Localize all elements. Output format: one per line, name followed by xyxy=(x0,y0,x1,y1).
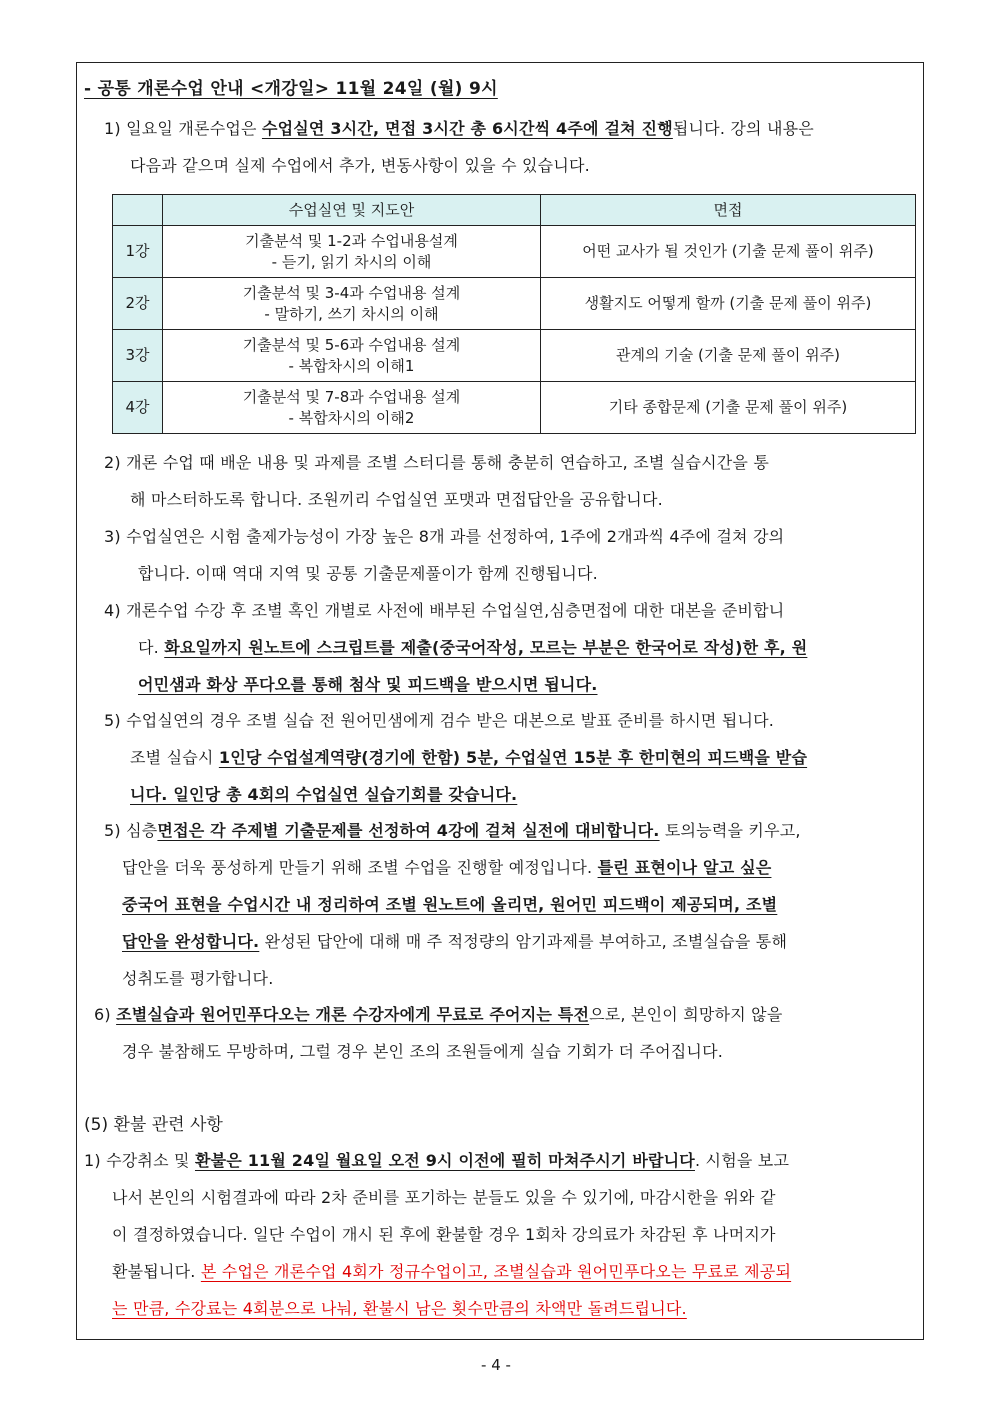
table-row xyxy=(113,382,916,434)
key-phrase: 틀린 표현이나 알고 싶은 xyxy=(597,858,772,877)
section-refund-title: (5) 환불 관련 사항 xyxy=(84,1115,223,1135)
item-1-line-1: 1) 일요일 개론수업은 수업실연 3시간, 면접 3시간 총 6시간씩 4주에 걸쳐 진행됩니다. 강의 내용은 xyxy=(104,119,814,138)
key-phrase: 환불은 11월 24일 월요일 오전 9시 이전에 필히 마쳐주시기 바랍니다 xyxy=(194,1151,695,1170)
demo-cell: 기출분석 및 7-8과 수업내용 설계 - 복합차시의 이해2 xyxy=(163,382,541,434)
key-phrase: 화요일까지 원노트에 스크립트를 제출(중국어작성, 모르는 부분은 한국어로 작성)한 후, 원 xyxy=(164,638,808,657)
table-row xyxy=(113,226,916,278)
item-1-line-2: 다음과 같으며 실제 수업에서 추가, 변동사항이 있을 수 있습니다. xyxy=(130,156,590,175)
lecture-number: 2강 xyxy=(113,278,163,330)
refund-item-1: 1) 수강취소 및 환불은 11월 24일 월요일 오전 9시 이전에 필히 마쳐주시기 바랍니다. 시험을 보고 나서 본인의 시험결과에 따라 2차 준비를 포기하는 분들도 있을 수 있기에, 마감시한을 위와 같 이 결정하였습니다. 일단 수업이 개시 된 후에 환불할 경우 1회차 강의료가 차감된 후 나머지가 환불됩니다. 본 수업은 개론수업 4회가 정규수업이고, 조별실습과 원어민푸다오는 무료로 제공되 는 만큼, 수강료는 4회분으로 나눠, 환불시 남은 횟수만큼의 차액만 돌려드립니다. xyxy=(84,1151,792,1318)
key-phrase: 중국어 표현을 수업시간 내 정리하여 조별 원노트에 올리면, 원어민 피드백이 제공되며, 조별 xyxy=(122,895,778,914)
interview-cell: 관계의 기술 (기출 문제 풀이 위주) xyxy=(541,330,916,382)
item-3: 3) 수업실연은 시험 출제가능성이 가장 높은 8개 과를 선정하여, 1주에 2개과씩 4주에 걸쳐 강의 합니다. 이때 역대 지역 및 공통 기출문제풀이가 함께 진행됩니다. xyxy=(104,527,785,583)
item-5: 5) 수업실연의 경우 조별 실습 전 원어민샘에게 검수 받은 대본으로 발표 준비를 하시면 됩니다. 조별 실습시 1인당 수업설계역량(경기에 한함) 5분, 수업실연 15분 후 한미현의 피드백을 받습 니다. 일인당 총 4회의 수업실연 실습기회를 갖습니다. xyxy=(104,711,808,804)
table-row xyxy=(113,278,916,330)
demo-cell: 기출분석 및 3-4과 수업내용 설계 - 말하기, 쓰기 차시의 이해 xyxy=(163,278,541,330)
item-6: 5) 심층면접은 각 주제별 기출문제를 선정하여 4강에 걸쳐 실전에 대비합니다. 토의능력을 키우고, 답안을 더욱 풍성하게 만들기 위해 조별 수업을 진행할 예정입니다. 틀린 표현이나 알고 싶은 중국어 표현을 수업시간 내 정리하여 조별 원노트에 올리면, 원어민 피드백이 제공되며, 조별 답안을 완성합니다. 완성된 답안에 대해 매 주 적정량의 암기과제를 부여하고, 조별실습을 통해 성취도를 평가합니다. xyxy=(104,821,801,988)
interview-cell: 어떤 교사가 될 것인가 (기출 문제 풀이 위주) xyxy=(541,226,916,278)
red-notice: 는 만큼, 수강료는 4회분으로 나눠, 환불시 남은 횟수만큼의 차액만 돌려드립니다. xyxy=(112,1299,687,1318)
page-number: - 4 - xyxy=(481,1356,511,1374)
lecture-table xyxy=(112,194,916,434)
demo-cell: 기출분석 및 5-6과 수업내용 설계 - 복합차시의 이해1 xyxy=(163,330,541,382)
item-1 xyxy=(104,110,916,184)
key-phrase: 1인당 수업설계역량(경기에 한함) 5분, 수업실연 15분 후 한미현의 피드백을 받습 xyxy=(218,748,808,767)
key-phrase: 면접은 각 주제별 기출문제를 선정하여 4강에 걸쳐 실전에 대비합니다. xyxy=(157,821,660,840)
table-header-row xyxy=(113,195,916,226)
key-phrase: 조별실습과 원어민푸다오는 개론 수강자에게 무료로 주어지는 특전 xyxy=(116,1005,590,1024)
key-phrase: 어민샘과 화상 푸다오를 통해 첨삭 및 피드백을 받으시면 됩니다. xyxy=(138,675,598,694)
table-row xyxy=(113,330,916,382)
red-notice: 본 수업은 개론수업 4회가 정규수업이고, 조별실습과 원어민푸다오는 무료로 제공되 xyxy=(200,1262,792,1281)
interview-cell: 기타 종합문제 (기출 문제 풀이 위주) xyxy=(541,382,916,434)
table-header-interview: 면접 xyxy=(541,195,916,226)
item-6b: 6) 조별실습과 원어민푸다오는 개론 수강자에게 무료로 주어지는 특전으로, 본인이 희망하지 않을 경우 불참해도 무방하며, 그럴 경우 본인 조의 조원들에게 실습 기회가 더 주어집니다. xyxy=(94,1005,783,1061)
notice-heading: - 공통 개론수업 안내 <개강일> 11월 24일 (월) 9시 xyxy=(84,79,498,99)
lecture-number: 3강 xyxy=(113,330,163,382)
lecture-number: 4강 xyxy=(113,382,163,434)
key-phrase: 수업실연 3시간, 면접 3시간 총 6시간씩 4주에 걸쳐 진행 xyxy=(261,119,673,138)
item-2: 2) 개론 수업 때 배운 내용 및 과제를 조별 스터디를 통해 충분히 연습하고, 조별 실습시간을 통 해 마스터하도록 합니다. 조원끼리 수업실연 포맷과 면접답안을 공유합니다. xyxy=(104,453,770,509)
key-phrase: 답안을 완성합니다. xyxy=(122,932,260,951)
lecture-number: 1강 xyxy=(113,226,163,278)
key-phrase: 니다. 일인당 총 4회의 수업실연 실습기회를 갖습니다. xyxy=(130,785,518,804)
table-header-demo: 수업실연 및 지도안 xyxy=(163,195,541,226)
item-4: 4) 개론수업 수강 후 조별 혹인 개별로 사전에 배부된 수업실연,심층면접에 대한 대본을 준비합니 다. 화요일까지 원노트에 스크립트를 제출(중국어작성, 모르는 부분은 한국어로 작성)한 후, 원 어민샘과 화상 푸다오를 통해 첨삭 및 피드백을 받으시면 됩니다. xyxy=(104,601,808,694)
demo-cell: 기출분석 및 1-2과 수업내용설계 - 듣기, 읽기 차시의 이해 xyxy=(163,226,541,278)
interview-cell: 생활지도 어떻게 할까 (기출 문제 풀이 위주) xyxy=(541,278,916,330)
table-header-corner xyxy=(113,195,163,226)
